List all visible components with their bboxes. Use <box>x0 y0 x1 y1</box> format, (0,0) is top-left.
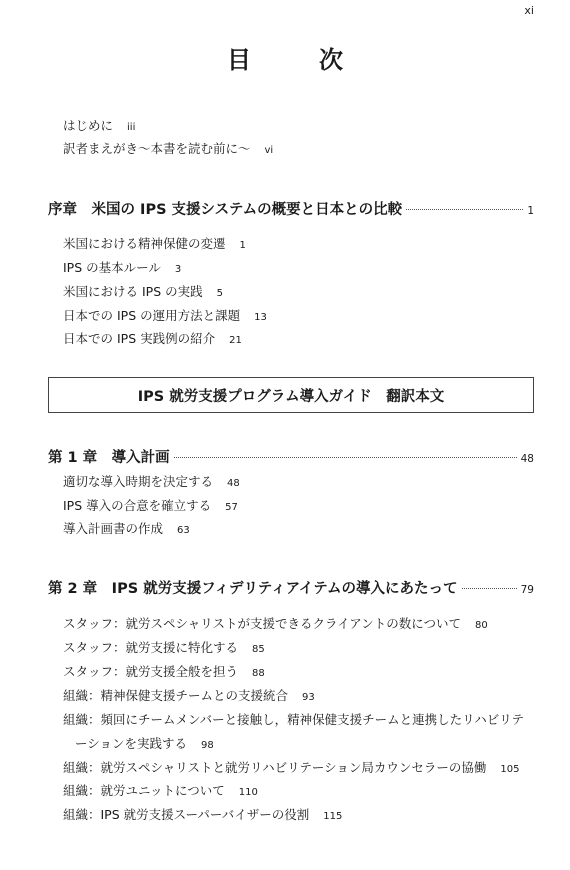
toc-entry[interactable] <box>63 805 342 823</box>
toc-entry-preface[interactable] <box>63 116 135 134</box>
toc-entry[interactable] <box>63 329 242 347</box>
chapter-page: 1 <box>527 205 534 217</box>
toc-entry-page: 110 <box>238 787 258 798</box>
toc-chapter-1[interactable] <box>48 446 534 467</box>
toc-entry[interactable] <box>63 282 223 300</box>
toc-chapter-intro[interactable] <box>48 198 534 219</box>
leader-dots <box>406 209 523 210</box>
toc-entry-label: 訳者まえがき〜本書を読む前に〜 <box>63 141 251 156</box>
chapter-page: 79 <box>520 584 534 596</box>
toc-entry[interactable] <box>63 710 524 728</box>
toc-entry[interactable] <box>63 306 267 324</box>
chapter-page: 48 <box>520 453 534 465</box>
toc-entry[interactable] <box>63 662 265 680</box>
chapter-title: 第 1 章 導入計画 <box>48 450 170 466</box>
toc-entry-label: 組織：IPS 就労支援スーパーバイザーの役割 <box>63 807 310 822</box>
page-title: 目 次 <box>227 46 365 74</box>
toc-entry-page: iii <box>127 122 136 133</box>
toc-entry[interactable] <box>63 686 315 704</box>
toc-entry-label: スタッフ：就労スペシャリストが支援できるクライアントの数について <box>63 616 462 631</box>
chapter-title: 序章 米国の IPS 支援システムの概要と日本との比較 <box>48 202 403 218</box>
toc-entry-page: 93 <box>302 692 315 703</box>
toc-entry-page: 5 <box>216 288 223 299</box>
section-heading-box: IPS 就労支援プログラム導入ガイド 翻訳本文 <box>48 377 534 413</box>
toc-entry-label: 組織：就労ユニットについて <box>63 783 225 798</box>
toc-entry-page: vi <box>264 145 274 156</box>
toc-entry-page: 48 <box>227 478 240 489</box>
toc-chapter-2[interactable] <box>48 577 534 598</box>
toc-entry-label: はじめに <box>63 118 114 133</box>
toc-entry-page: 57 <box>225 502 238 513</box>
toc-entry-continuation[interactable] <box>75 734 214 752</box>
toc-entry-label: 組織：精神保健支援チームとの支援統合 <box>63 688 289 703</box>
toc-entry[interactable] <box>63 638 265 656</box>
chapter-title: 第 2 章 IPS 就労支援フィデリティアイテムの導入にあたって <box>48 581 458 597</box>
toc-entry-page: 63 <box>177 525 190 536</box>
toc-entry-label: 導入計画書の作成 <box>63 521 164 536</box>
toc-entry-page: 105 <box>500 764 520 775</box>
toc-entry-label: 適切な導入時期を決定する <box>63 474 214 489</box>
toc-entry[interactable] <box>63 258 181 276</box>
toc-entry-page: 85 <box>252 644 265 655</box>
toc-entry-page: 80 <box>475 620 488 631</box>
toc-entry[interactable] <box>63 234 246 252</box>
toc-entry-label: 米国における精神保健の変遷 <box>63 236 226 251</box>
toc-entry-label: 日本での IPS の運用方法と課題 <box>63 308 241 323</box>
page-number: xi <box>524 4 534 17</box>
leader-dots <box>174 457 517 458</box>
toc-entry-label: スタッフ：就労支援に特化する <box>63 640 239 655</box>
toc-entry-page: 88 <box>252 668 265 679</box>
toc-entry-label: 米国における IPS の実践 <box>63 284 203 299</box>
toc-entry-page: 115 <box>323 811 343 822</box>
toc-entry-label: IPS の基本ルール <box>63 260 161 275</box>
toc-entry-label: 組織：就労スペシャリストと就労リハビリテーション局カウンセラーの協働 <box>63 760 487 775</box>
toc-entry[interactable] <box>63 614 488 632</box>
toc-entry-label: 組織：頻回にチームメンバーと接触し，精神保健支援チームと連携したリハビリテ <box>63 712 525 727</box>
toc-entry-page: 13 <box>254 312 267 323</box>
toc-entry-page: 98 <box>201 740 214 751</box>
toc-entry[interactable] <box>63 519 190 537</box>
toc-entry[interactable] <box>63 758 519 776</box>
toc-entry-translator-preface[interactable] <box>63 139 273 157</box>
toc-entry[interactable] <box>63 472 240 490</box>
toc-entry[interactable] <box>63 496 238 514</box>
toc-entry-page: 1 <box>239 240 246 251</box>
toc-entry-page: 3 <box>174 264 182 275</box>
toc-entry-label: ーションを実践する <box>75 736 188 751</box>
toc-entry[interactable] <box>63 781 258 799</box>
toc-entry-label: スタッフ：就労支援全般を担う <box>63 664 239 679</box>
toc-entry-label: IPS 導入の合意を確立する <box>63 498 212 513</box>
toc-entry-label: 日本での IPS 実践例の紹介 <box>63 331 216 346</box>
leader-dots <box>462 588 517 589</box>
toc-entry-page: 21 <box>229 335 242 346</box>
